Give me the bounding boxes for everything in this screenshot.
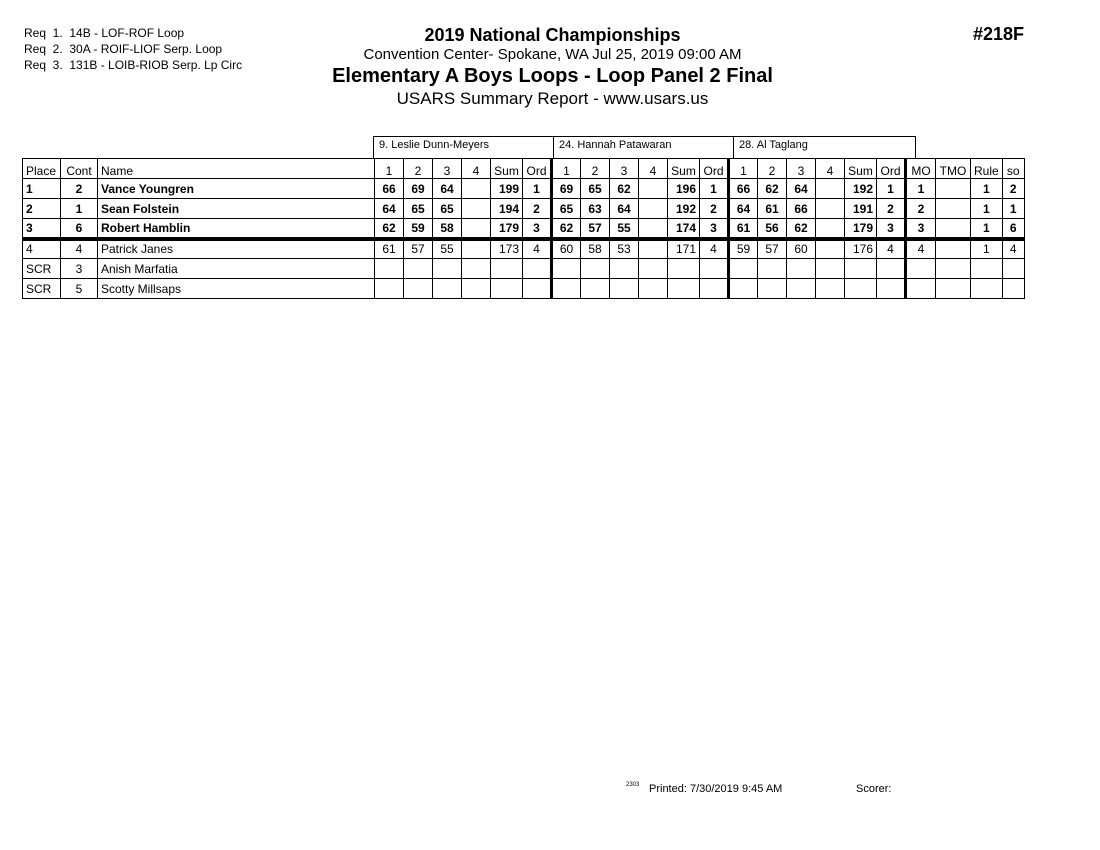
- cell-j2-s1: 69: [552, 179, 581, 199]
- cell-cont: 6: [61, 219, 98, 239]
- cell-j1-s3: 64: [433, 179, 462, 199]
- col-j1-s3: 3: [433, 159, 462, 179]
- judge-3-header: 28. Al Taglang: [733, 136, 916, 158]
- cell-j3-s2: [758, 279, 787, 299]
- cell-j3-s1: [729, 279, 758, 299]
- cell-place: SCR: [23, 259, 61, 279]
- cell-j1-s4: [462, 259, 491, 279]
- cell-j3-sum: 179: [845, 219, 877, 239]
- cell-j1-s3: 65: [433, 199, 462, 219]
- cell-j2-s1: [552, 259, 581, 279]
- cell-j2-s2: 58: [581, 239, 610, 259]
- requirement-3: Req 3. 131B - LOIB-RIOB Serp. Lp Circ: [24, 58, 243, 72]
- cell-j3-s3: 60: [787, 239, 816, 259]
- cell-j2-s2: [581, 259, 610, 279]
- cell-cont: 2: [61, 179, 98, 199]
- cell-j2-sum: 174: [668, 219, 700, 239]
- col-j2-sum: Sum: [668, 159, 700, 179]
- cell-j1-s4: [462, 279, 491, 299]
- requirement-2: Req 2. 30A - ROIF-LIOF Serp. Loop: [24, 42, 223, 56]
- venue-date: Convention Center- Spokane, WA Jul 25, 2019 09:00 AM: [363, 46, 742, 63]
- cell-j2-s4: [639, 219, 668, 239]
- report-subtitle: USARS Summary Report - www.usars.us: [396, 89, 709, 108]
- cell-j2-ord: 1: [700, 179, 729, 199]
- cell-tmo: [936, 179, 971, 199]
- cell-j1-sum: 179: [491, 219, 523, 239]
- cell-j3-s1: 64: [729, 199, 758, 219]
- scorer-label: Scorer:: [856, 783, 892, 795]
- cell-mo: 2: [906, 199, 936, 219]
- col-j3-sum: Sum: [845, 159, 877, 179]
- cell-j1-s4: [462, 179, 491, 199]
- cell-j1-ord: 2: [523, 199, 552, 219]
- cell-j3-ord: 4: [877, 239, 906, 259]
- cell-j2-s1: 60: [552, 239, 581, 259]
- col-j1-s1: 1: [375, 159, 404, 179]
- cell-j1-s1: [375, 259, 404, 279]
- cell-j3-ord: 3: [877, 219, 906, 239]
- cell-rule: [971, 279, 1003, 299]
- cell-j1-sum: 194: [491, 199, 523, 219]
- cell-j1-s1: 61: [375, 239, 404, 259]
- cell-j1-s1: 64: [375, 199, 404, 219]
- table-row: [23, 259, 1025, 279]
- cell-rule: [971, 259, 1003, 279]
- col-j1-ord: Ord: [523, 159, 552, 179]
- cell-so: 4: [1002, 239, 1024, 259]
- cell-j1-s1: 62: [375, 219, 404, 239]
- cell-name: Sean Folstein: [98, 199, 375, 219]
- cell-j3-s2: 56: [758, 219, 787, 239]
- col-j3-s1: 1: [729, 159, 758, 179]
- cell-j2-s3: [610, 259, 639, 279]
- cell-j3-s2: 61: [758, 199, 787, 219]
- cell-j1-sum: 173: [491, 239, 523, 259]
- cell-name: Vance Youngren: [98, 179, 375, 199]
- table-row: [23, 179, 1025, 199]
- cell-mo: [906, 259, 936, 279]
- cell-j3-s2: 62: [758, 179, 787, 199]
- cell-j3-s4: [816, 279, 845, 299]
- col-so: so: [1002, 159, 1024, 179]
- col-j3-ord: Ord: [877, 159, 906, 179]
- cell-name: Scotty Millsaps: [98, 279, 375, 299]
- footer-mark: 2303: [626, 782, 640, 788]
- col-j3-s2: 2: [758, 159, 787, 179]
- cell-j2-s4: [639, 199, 668, 219]
- cell-mo: 3: [906, 219, 936, 239]
- cell-j2-sum: 196: [668, 179, 700, 199]
- cell-j2-sum: [668, 279, 700, 299]
- col-place: Place: [23, 159, 61, 179]
- cell-rule: 1: [971, 179, 1003, 199]
- cell-j2-ord: [700, 259, 729, 279]
- results-table: [22, 158, 1025, 299]
- cell-j2-s3: [610, 279, 639, 299]
- cell-j1-sum: [491, 279, 523, 299]
- cell-j1-ord: 3: [523, 219, 552, 239]
- cell-j3-s4: [816, 179, 845, 199]
- col-j3-s4: 4: [816, 159, 845, 179]
- cell-j3-s3: 66: [787, 199, 816, 219]
- cell-j2-sum: 171: [668, 239, 700, 259]
- table-header-row: [23, 159, 1025, 179]
- cell-j1-sum: [491, 259, 523, 279]
- cell-j3-ord: [877, 259, 906, 279]
- report-header: [280, 24, 825, 109]
- cell-j1-ord: 1: [523, 179, 552, 199]
- cell-tmo: [936, 259, 971, 279]
- cell-j3-s2: [758, 259, 787, 279]
- cell-j3-s3: 62: [787, 219, 816, 239]
- cell-j3-s1: 66: [729, 179, 758, 199]
- col-j1-sum: Sum: [491, 159, 523, 179]
- cell-tmo: [936, 199, 971, 219]
- cell-place: 3: [23, 219, 61, 239]
- cell-j1-s2: [404, 279, 433, 299]
- cell-j2-ord: 3: [700, 219, 729, 239]
- cell-j2-s2: [581, 279, 610, 299]
- col-rule: Rule: [971, 159, 1003, 179]
- cell-j3-ord: [877, 279, 906, 299]
- col-j2-s2: 2: [581, 159, 610, 179]
- cell-j3-sum: 191: [845, 199, 877, 219]
- cell-j2-sum: 192: [668, 199, 700, 219]
- cell-j2-s2: 57: [581, 219, 610, 239]
- cell-j2-ord: [700, 279, 729, 299]
- cell-j2-s3: 55: [610, 219, 639, 239]
- cell-j3-ord: 1: [877, 179, 906, 199]
- judge-1-header: 9. Leslie Dunn-Meyers: [373, 136, 554, 158]
- col-mo: MO: [906, 159, 936, 179]
- cell-j1-s3: [433, 259, 462, 279]
- col-j2-s1: 1: [552, 159, 581, 179]
- cell-j1-ord: [523, 279, 552, 299]
- col-tmo: TMO: [936, 159, 971, 179]
- table-row: [23, 239, 1025, 259]
- cell-j3-s4: [816, 259, 845, 279]
- cell-j3-ord: 2: [877, 199, 906, 219]
- cell-name: Robert Hamblin: [98, 219, 375, 239]
- cell-j1-s1: [375, 279, 404, 299]
- cell-j3-s1: [729, 259, 758, 279]
- cell-cont: 1: [61, 199, 98, 219]
- cell-j3-sum: [845, 279, 877, 299]
- cell-j3-sum: [845, 259, 877, 279]
- cell-j1-s3: 55: [433, 239, 462, 259]
- cell-j2-s2: 63: [581, 199, 610, 219]
- cell-cont: 5: [61, 279, 98, 299]
- cell-j2-ord: 4: [700, 239, 729, 259]
- cell-place: 2: [23, 199, 61, 219]
- cell-rule: 1: [971, 199, 1003, 219]
- col-j1-s2: 2: [404, 159, 433, 179]
- cell-rule: 1: [971, 219, 1003, 239]
- cell-j2-s1: 65: [552, 199, 581, 219]
- cell-place: SCR: [23, 279, 61, 299]
- cell-j2-ord: 2: [700, 199, 729, 219]
- col-j2-ord: Ord: [700, 159, 729, 179]
- cell-j3-s2: 57: [758, 239, 787, 259]
- cell-tmo: [936, 219, 971, 239]
- cell-j1-s2: 69: [404, 179, 433, 199]
- cell-j1-s2: 57: [404, 239, 433, 259]
- cell-j1-s2: 59: [404, 219, 433, 239]
- cell-j1-s3: 58: [433, 219, 462, 239]
- cell-rule: 1: [971, 239, 1003, 259]
- cell-so: 6: [1002, 219, 1024, 239]
- col-cont: Cont: [61, 159, 98, 179]
- cell-j1-s2: 65: [404, 199, 433, 219]
- cell-cont: 3: [61, 259, 98, 279]
- cell-j2-s4: [639, 179, 668, 199]
- cell-j2-s3: 62: [610, 179, 639, 199]
- col-j1-s4: 4: [462, 159, 491, 179]
- printed-timestamp: Printed: 7/30/2019 9:45 AM: [649, 783, 783, 795]
- cell-j3-s3: [787, 259, 816, 279]
- championship-title: 2019 National Championships: [424, 25, 681, 45]
- cell-j1-s4: [462, 219, 491, 239]
- cell-mo: 1: [906, 179, 936, 199]
- cell-j1-s4: [462, 199, 491, 219]
- cell-j2-s1: [552, 279, 581, 299]
- cell-name: Patrick Janes: [98, 239, 375, 259]
- cell-j3-sum: 192: [845, 179, 877, 199]
- cell-j2-s4: [639, 259, 668, 279]
- cell-so: 1: [1002, 199, 1024, 219]
- requirement-1: Req 1. 14B - LOF-ROF Loop: [24, 26, 185, 40]
- cell-place: 4: [23, 239, 61, 259]
- cell-so: [1002, 279, 1024, 299]
- cell-j3-s3: [787, 279, 816, 299]
- cell-name: Anish Marfatia: [98, 259, 375, 279]
- event-number: #218F: [972, 24, 1024, 44]
- cell-j1-ord: [523, 259, 552, 279]
- cell-j3-s4: [816, 219, 845, 239]
- cell-tmo: [936, 279, 971, 299]
- col-j3-s3: 3: [787, 159, 816, 179]
- cell-j3-s4: [816, 239, 845, 259]
- cell-j1-s3: [433, 279, 462, 299]
- cell-mo: [906, 279, 936, 299]
- table-row: [23, 219, 1025, 239]
- col-j2-s3: 3: [610, 159, 639, 179]
- cell-j3-s4: [816, 199, 845, 219]
- cell-tmo: [936, 239, 971, 259]
- cell-so: 2: [1002, 179, 1024, 199]
- table-row: [23, 199, 1025, 219]
- cell-j2-s4: [639, 279, 668, 299]
- judge-2-header: 24. Hannah Patawaran: [553, 136, 734, 158]
- cell-j2-s3: 64: [610, 199, 639, 219]
- cell-mo: 4: [906, 239, 936, 259]
- col-j2-s4: 4: [639, 159, 668, 179]
- cell-j3-s1: 59: [729, 239, 758, 259]
- cell-j1-s1: 66: [375, 179, 404, 199]
- table-row: [23, 279, 1025, 299]
- requirements-list: [24, 25, 242, 73]
- event-name: Elementary A Boys Loops - Loop Panel 2 Final: [332, 65, 773, 87]
- col-name: Name: [98, 159, 375, 179]
- cell-place: 1: [23, 179, 61, 199]
- cell-so: [1002, 259, 1024, 279]
- cell-j2-s3: 53: [610, 239, 639, 259]
- cell-j2-s2: 65: [581, 179, 610, 199]
- cell-j2-sum: [668, 259, 700, 279]
- cell-j2-s4: [639, 239, 668, 259]
- cell-j1-ord: 4: [523, 239, 552, 259]
- cell-j3-s1: 61: [729, 219, 758, 239]
- cell-j3-s3: 64: [787, 179, 816, 199]
- cell-j1-s4: [462, 239, 491, 259]
- cell-cont: 4: [61, 239, 98, 259]
- cell-j1-sum: 199: [491, 179, 523, 199]
- cell-j2-s1: 62: [552, 219, 581, 239]
- cell-j1-s2: [404, 259, 433, 279]
- cell-j3-sum: 176: [845, 239, 877, 259]
